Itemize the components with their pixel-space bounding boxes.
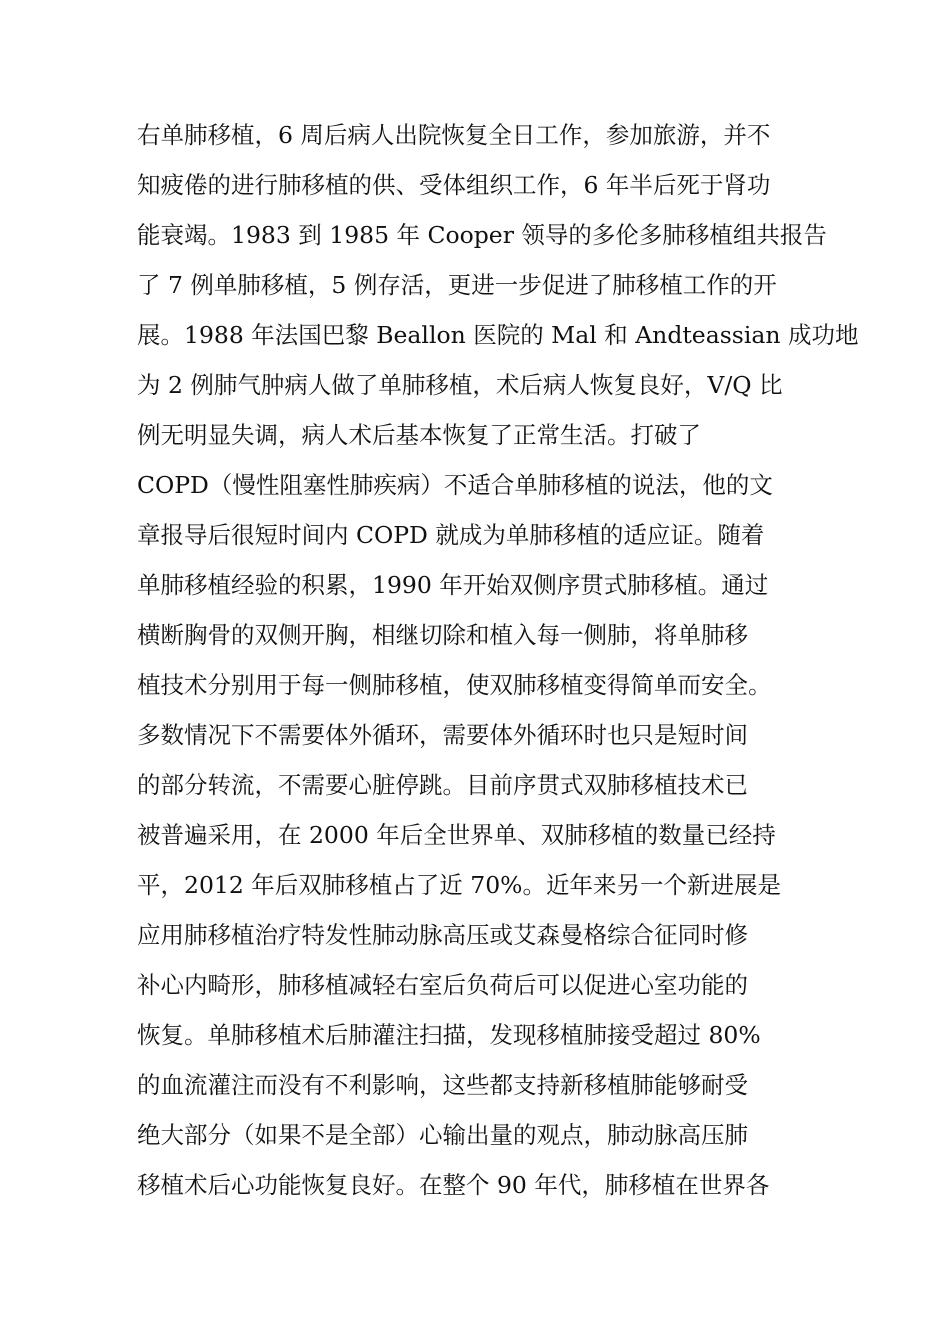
- text-line: 了 7 例单肺移植，5 例存活，更进一步促进了肺移植工作的开: [137, 271, 777, 299]
- text-line: 单肺移植经验的积累，1990 年开始双侧序贯式肺移植。通过: [137, 571, 769, 599]
- text-line: 被普遍采用，在 2000 年后全世界单、双肺移植的数量已经持: [137, 821, 776, 849]
- text-line: 例无明显失调，病人术后基本恢复了正常生活。打破了: [137, 421, 701, 449]
- text-line: 章报导后很短时间内 COPD 就成为单肺移植的适应证。随着: [137, 521, 765, 549]
- text-line: 恢复。单肺移植术后肺灌注扫描，发现移植肺接受超过 80%: [137, 1021, 761, 1049]
- text-line: 右单肺移植，6 周后病人出院恢复全日工作，参加旅游，并不: [137, 121, 771, 149]
- text-line: 为 2 例肺气肿病人做了单肺移植，术后病人恢复良好，V/Q 比: [137, 371, 783, 399]
- body-paragraph: [137, 110, 859, 1210]
- text-line: 横断胸骨的双侧开胸，相继切除和植入每一侧肺，将单肺移: [137, 621, 748, 649]
- text-line: 绝大部分（如果不是全部）心输出量的观点，肺动脉高压肺: [137, 1121, 748, 1149]
- text-line: 展。1988 年法国巴黎 Beallon 医院的 Mal 和 Andteassian 成功地: [137, 321, 859, 349]
- text-line: 应用肺移植治疗特发性肺动脉高压或艾森曼格综合征同时修: [137, 921, 748, 949]
- text-line: 平，2012 年后双肺移植占了近 70%。近年来另一个新进展是: [137, 871, 781, 899]
- text-line: 能衰竭。1983 到 1985 年 Cooper 领导的多伦多肺移植组共报告: [137, 221, 827, 249]
- text-line: 补心内畸形，肺移植减轻右室后负荷后可以促进心室功能的: [137, 971, 748, 999]
- text-line: 植技术分别用于每一侧肺移植，使双肺移植变得简单而安全。: [137, 671, 772, 699]
- text-line: 的部分转流，不需要心脏停跳。目前序贯式双肺移植技术已: [137, 771, 748, 799]
- text-line: 的血流灌注而没有不利影响，这些都支持新移植肺能够耐受: [137, 1071, 748, 1099]
- text-line: 移植术后心功能恢复良好。在整个 90 年代，肺移植在世界各: [137, 1171, 770, 1199]
- text-line: 多数情况下不需要体外循环，需要体外循环时也只是短时间: [137, 721, 748, 749]
- text-line: COPD（慢性阻塞性肺疾病）不适合单肺移植的说法，他的文: [137, 471, 773, 499]
- text-line: 知疲倦的进行肺移植的供、受体组织工作，6 年半后死于肾功: [137, 171, 771, 199]
